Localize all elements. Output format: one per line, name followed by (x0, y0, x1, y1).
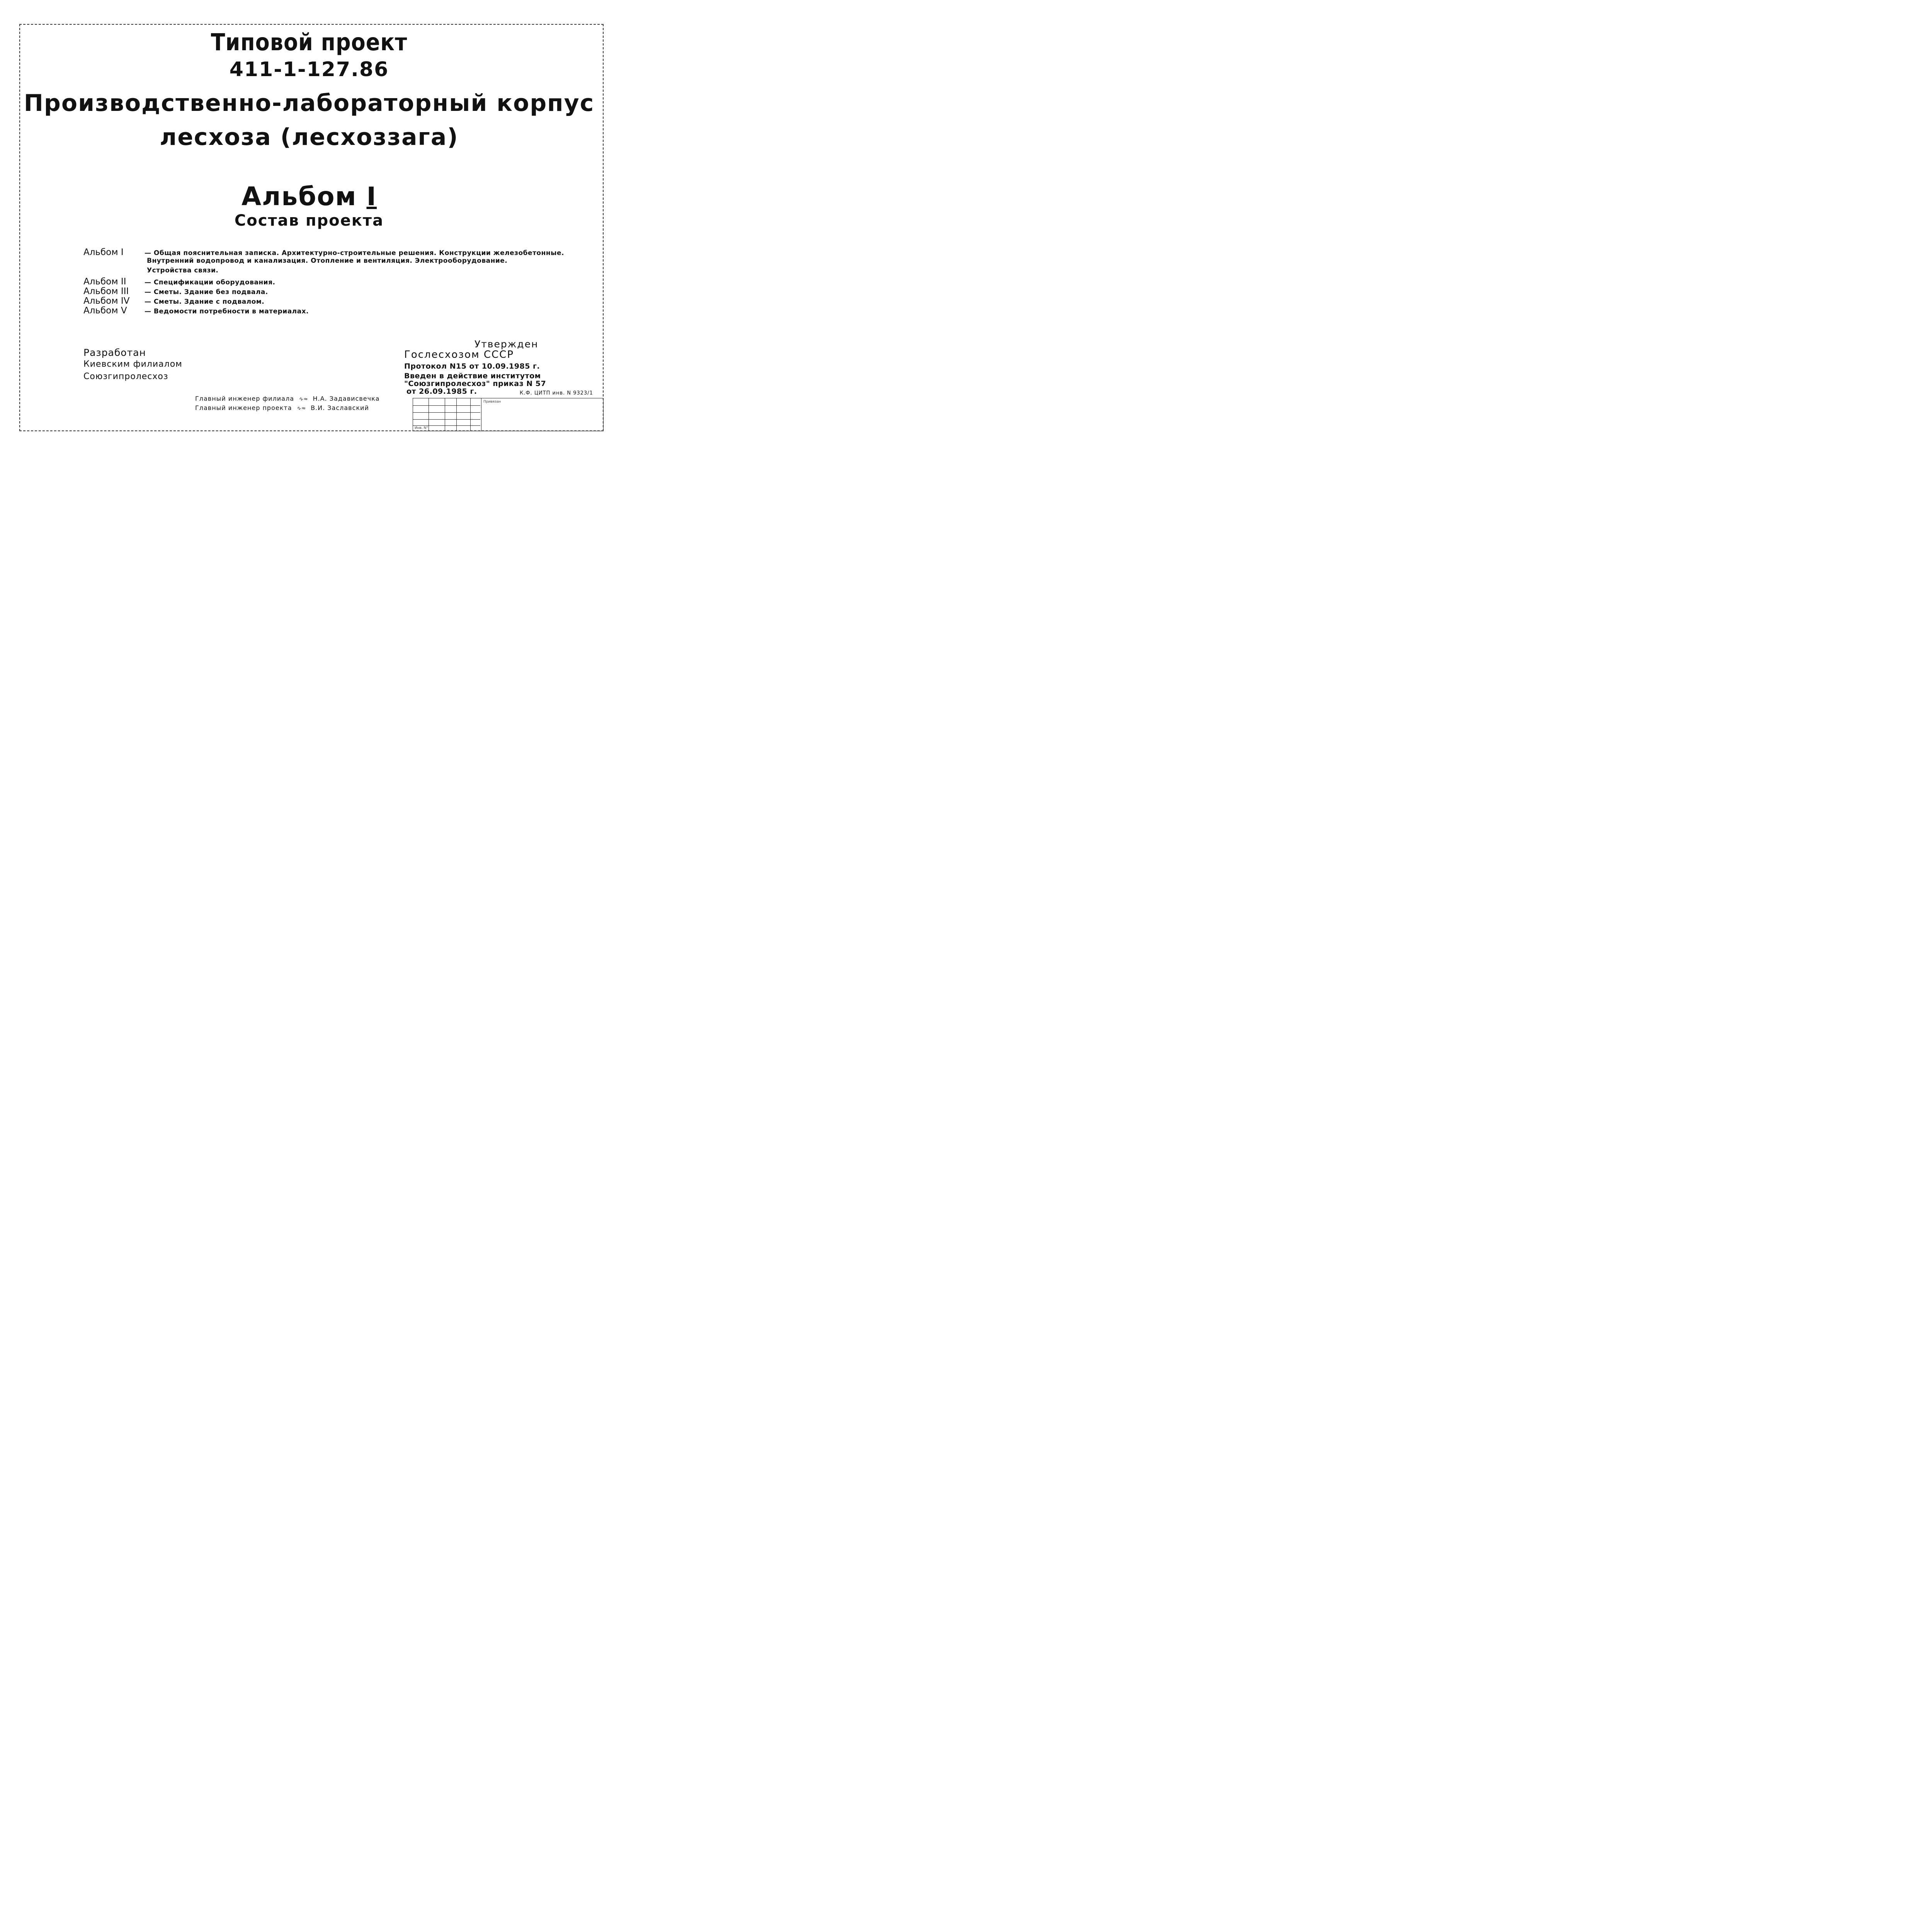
contents-item-text: — Общая пояснительная записка. Архитектурно-строительные решения. Конструкции железобетонные. (145, 249, 564, 257)
album-subtitle: Состав проекта (234, 212, 384, 230)
contents-item-album-3 (83, 286, 268, 296)
signature-mark: ∿≈ (294, 405, 308, 412)
contents-item-text: — Ведомости потребности в материалах. (145, 308, 309, 315)
contents-item-text: — Сметы. Здание без подвала. (145, 288, 268, 296)
approval-line6: от 26.09.1985 г. (406, 387, 477, 396)
approval-line2: Гослесхозом СССР (404, 349, 514, 361)
title-block-stamp (413, 398, 604, 431)
contents-item-label: Альбом I (83, 247, 124, 257)
contents-item-label: Альбом II (83, 277, 126, 287)
approval-line3: Протокол N15 от 10.09.1985 г. (404, 362, 540, 371)
contents-item-text: — Спецификации оборудования. (145, 279, 276, 286)
approval-line5: "Союзгипролесхоз" приказ N 57 (404, 379, 546, 388)
contents-item-album-5 (83, 306, 309, 316)
contents-item-label: Альбом V (83, 306, 127, 316)
project-title-line2: лесхоза (лесхоззага) (160, 124, 459, 151)
signatory-role: Главный инженер филиала (195, 395, 294, 402)
signatory-name: В.И. Заславский (311, 404, 369, 412)
developer-line2: Киевским филиалом (83, 359, 182, 369)
contents-item-label: Альбом IV (83, 296, 130, 306)
privyazan-label: Привязан (483, 400, 501, 404)
approval-line4: Введен в действие институтом (404, 372, 541, 380)
developer-line3: Союзгипролесхоз (83, 372, 168, 381)
project-title-line1: Производственно-лабораторный корпус (24, 90, 595, 117)
contents-item-continuation: Устройства связи. (147, 267, 219, 274)
album-heading (0, 182, 618, 211)
approval-line1: Утвержден (474, 338, 539, 350)
contents-item-album-2 (83, 277, 275, 287)
signature-mark: ∿≈ (296, 396, 311, 402)
contents-item-album-1 (83, 247, 564, 257)
contents-item-album-4 (83, 296, 264, 306)
project-number: 411-1-127.86 (229, 58, 389, 81)
chief-engineer-branch (195, 395, 380, 402)
signatory-name: Н.А. Задависвечка (313, 395, 380, 402)
drawing-sheet (0, 0, 618, 450)
developer-line1: Разработан (83, 347, 146, 358)
album-label: Альбом (241, 182, 357, 211)
contents-item-label: Альбом III (83, 286, 129, 296)
contents-item-continuation: Внутренний водопровод и канализация. Отопление и вентиляция. Электрооборудование. (147, 257, 508, 265)
archive-code: К.Ф. ЦИТП инв. N 9323/1 (520, 390, 593, 396)
album-number: I (366, 182, 377, 211)
contents-item-text: — Сметы. Здание с подвалом. (145, 298, 265, 306)
signatory-role: Главный инженер проекта (195, 404, 292, 412)
project-type-heading: Типовой проект (211, 29, 408, 56)
chief-engineer-project (195, 404, 369, 412)
inventory-label: Инв. N° (415, 426, 428, 430)
